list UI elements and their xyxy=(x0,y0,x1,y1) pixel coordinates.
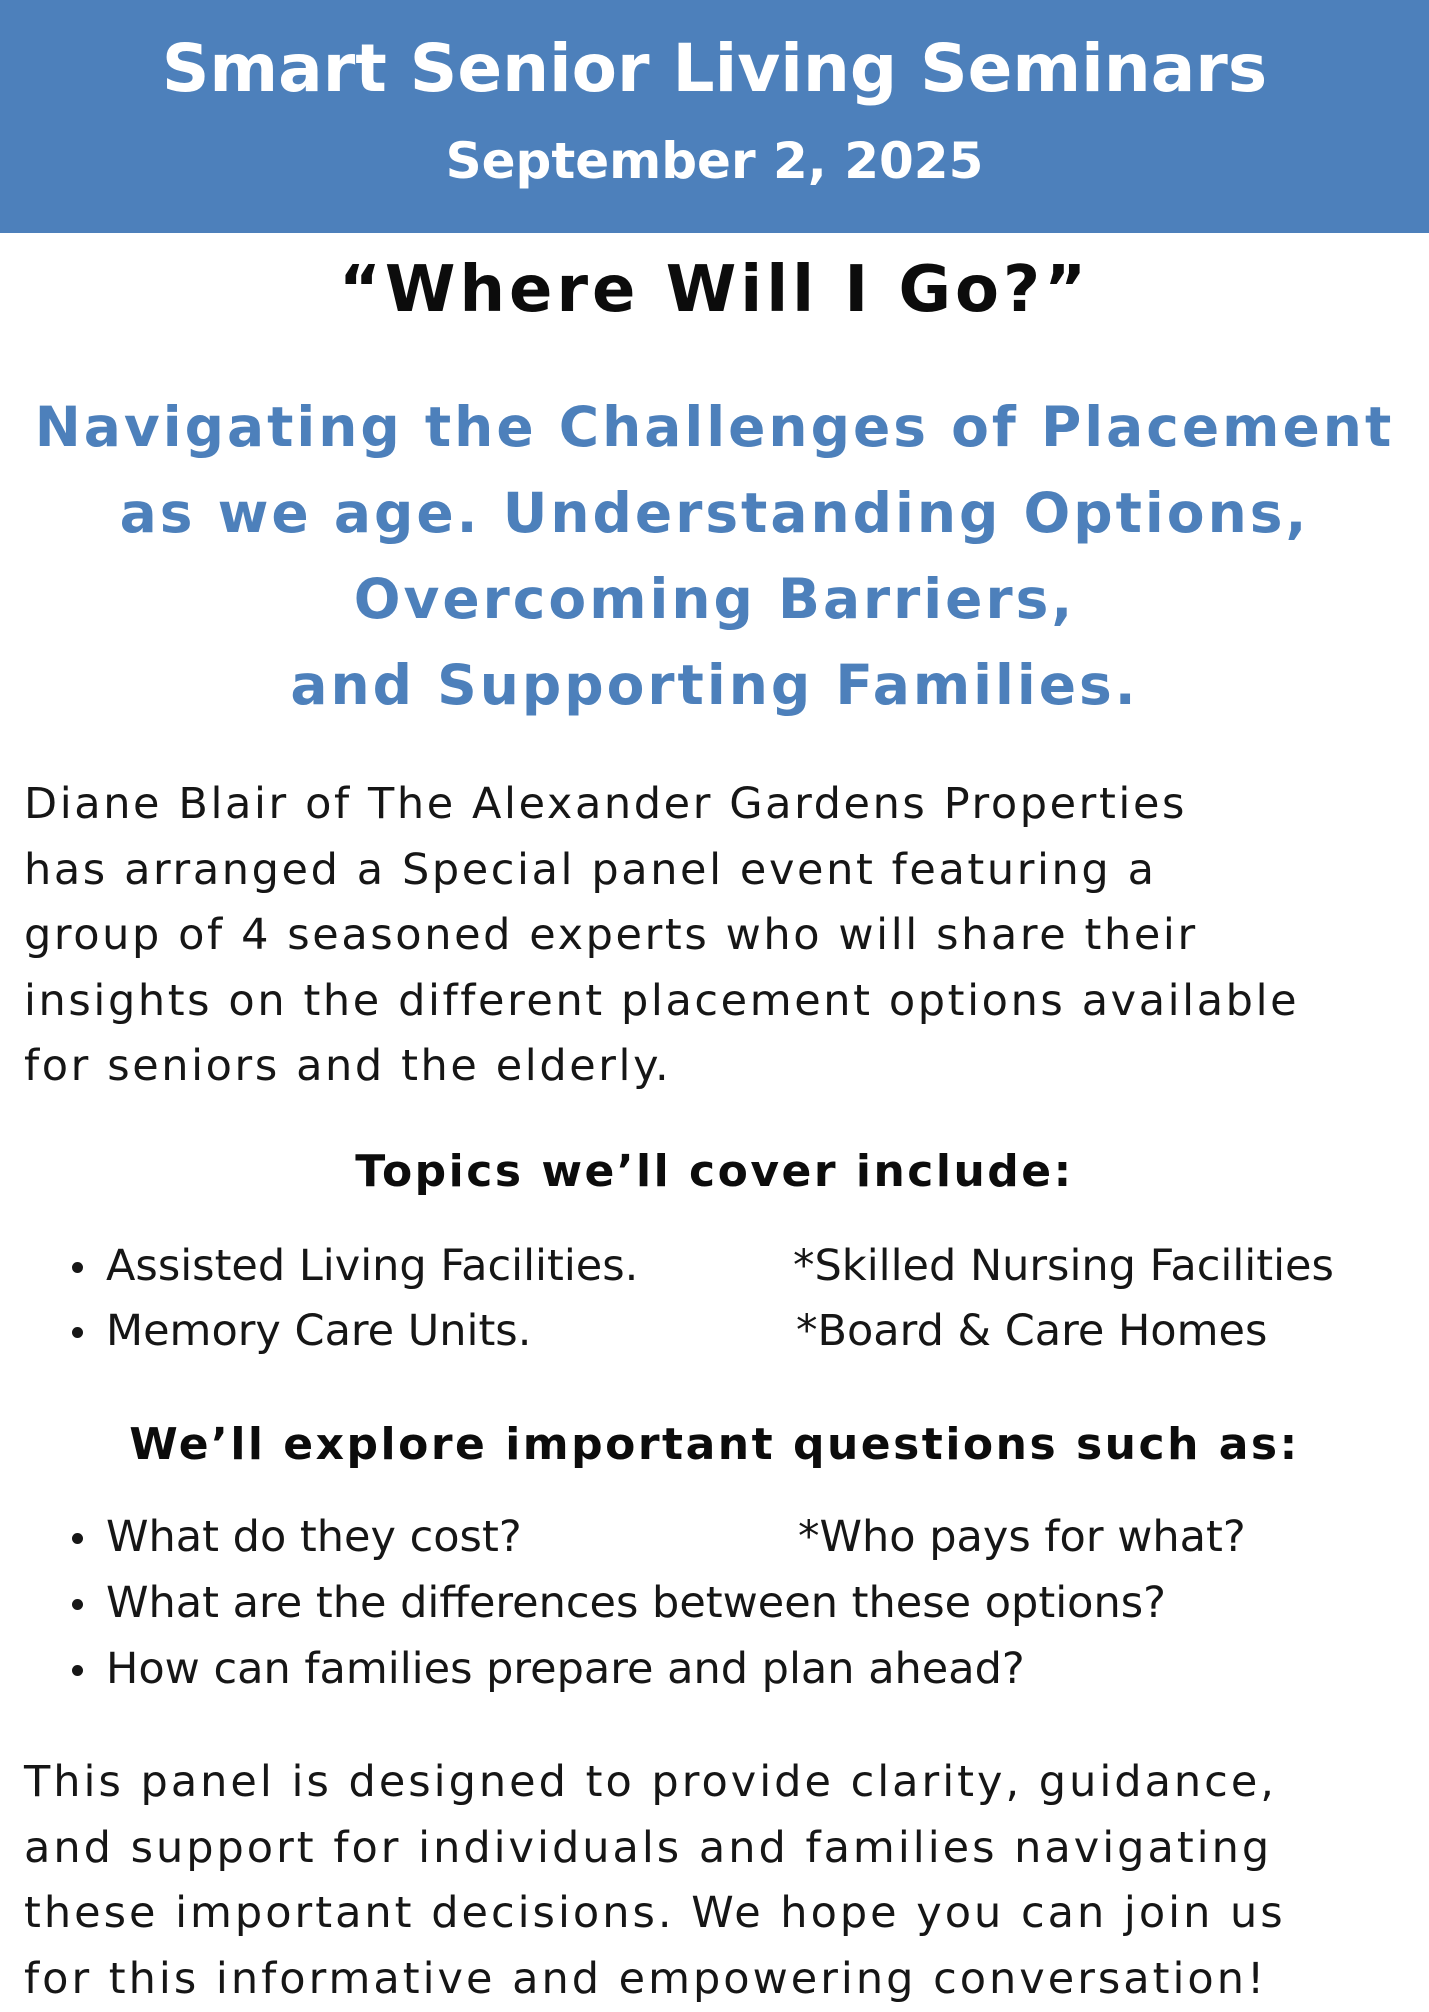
closing-line: and support for individuals and families navigating xyxy=(24,1816,1414,1882)
topic-left: Memory Care Units. xyxy=(106,1298,531,1364)
seminar-date: September 2, 2025 xyxy=(0,123,1429,199)
list-item xyxy=(0,1298,1429,1364)
header-banner xyxy=(0,0,1429,233)
intro-line: Diane Blair of The Alexander Gardens Properties xyxy=(24,772,1414,838)
closing-line: for this informative and empowering conversation! xyxy=(24,1947,1414,2012)
question-left: What do they cost? xyxy=(106,1504,522,1570)
list-item xyxy=(0,1233,1429,1299)
question-left: What are the differences between these options? xyxy=(106,1570,1166,1636)
bullet-icon xyxy=(72,1533,83,1544)
list-item xyxy=(0,1570,1429,1636)
subtitle-line: and Supporting Families. xyxy=(0,642,1429,728)
subtitle-line: Navigating the Challenges of Placement xyxy=(0,384,1429,470)
question-left: How can families prepare and plan ahead? xyxy=(106,1636,1025,1702)
subtitle-line: Overcoming Barriers, xyxy=(0,556,1429,642)
closing-line: This panel is designed to provide clarity, guidance, xyxy=(24,1750,1414,1816)
closing-paragraph xyxy=(24,1750,1414,2012)
list-item xyxy=(0,1636,1429,1702)
intro-line: for seniors and the elderly. xyxy=(24,1034,1414,1100)
bullet-icon xyxy=(72,1599,83,1610)
intro-line: has arranged a Special panel event featuring a xyxy=(24,838,1414,904)
topic-right: *Board & Care Homes xyxy=(796,1298,1267,1364)
bullet-icon xyxy=(72,1327,83,1338)
topic-right: *Skilled Nursing Facilities xyxy=(793,1233,1334,1299)
intro-line: insights on the different placement options available xyxy=(24,969,1414,1035)
subtitle xyxy=(0,384,1429,728)
seminar-title: Smart Senior Living Seminars xyxy=(0,26,1429,112)
topics-heading: Topics we’ll cover include: xyxy=(0,1142,1429,1202)
closing-line: these important decisions. We hope you can join us xyxy=(24,1881,1414,1947)
question-right: *Who pays for what? xyxy=(798,1504,1246,1570)
topic-left: Assisted Living Facilities. xyxy=(106,1233,638,1299)
questions-heading: We’ll explore important questions such as: xyxy=(0,1415,1429,1475)
main-heading: “Where Will I Go?” xyxy=(0,247,1429,333)
list-item xyxy=(0,1504,1429,1570)
bullet-icon xyxy=(72,1262,83,1273)
subtitle-line: as we age. Understanding Options, xyxy=(0,470,1429,556)
intro-line: group of 4 seasoned experts who will share their xyxy=(24,903,1414,969)
intro-paragraph xyxy=(24,772,1414,1100)
bullet-icon xyxy=(72,1665,83,1676)
